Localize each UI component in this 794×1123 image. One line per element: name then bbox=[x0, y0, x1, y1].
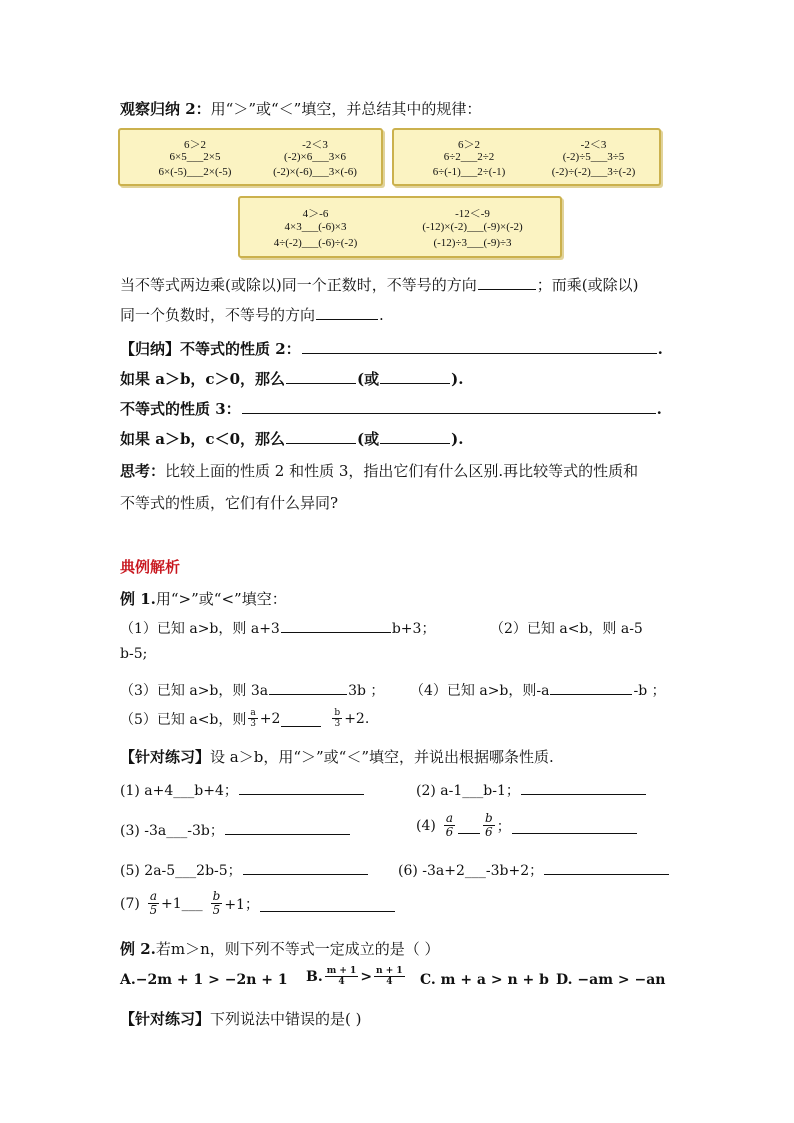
observe-heading: 观察归纳 2： bbox=[120, 100, 211, 118]
property-3-line bbox=[120, 398, 662, 419]
practice-item-5-text: (5) 2a-5___2b-5； bbox=[120, 863, 242, 879]
practice-item-6-blank[interactable] bbox=[544, 873, 669, 875]
example-1-item-4 bbox=[410, 680, 666, 700]
example-box-negative bbox=[238, 196, 562, 258]
ex1-item3-blank[interactable] bbox=[269, 693, 347, 695]
practice-item-3-blank[interactable] bbox=[225, 833, 350, 835]
if2-text-a: 如果 a＞b，c＜0，那么 bbox=[120, 430, 286, 448]
example-1-item-2: （2）已知 a<b，则 a-5 bbox=[490, 621, 643, 637]
frac-den: 4 bbox=[386, 977, 393, 987]
property-3-label: 不等式的性质 3： bbox=[120, 400, 241, 418]
frac-num: n + 1 bbox=[376, 966, 403, 976]
if1-blank-2[interactable] bbox=[380, 382, 450, 384]
option-a[interactable]: A.−2m + 1 > −2n + 1 bbox=[120, 972, 288, 988]
box1-right-1: -2＜3 bbox=[302, 139, 328, 151]
box3-right-3: (-12)÷3___(-9)÷3 bbox=[433, 237, 512, 249]
box3-right-2: (-12)×(-2)___(-9)×(-2) bbox=[422, 221, 523, 233]
practice-2-heading bbox=[120, 1008, 362, 1029]
box2-right-3: (-2)÷(-2)___3÷(-2) bbox=[551, 166, 636, 178]
example-1-item-3 bbox=[120, 680, 384, 700]
fraction-b-over-6 bbox=[483, 812, 495, 839]
box2-left-3: 6÷(-1)___2÷(-1) bbox=[432, 166, 506, 178]
practice-item-4-blank[interactable] bbox=[512, 832, 637, 834]
property-2-label: 【归纳】不等式的性质 2： bbox=[120, 340, 301, 358]
practice-item-7-text-c: +1； bbox=[224, 896, 259, 913]
if1-text-b: (或 bbox=[357, 370, 380, 388]
example-box-divide bbox=[392, 128, 661, 186]
practice-item-6 bbox=[398, 860, 670, 880]
fraction-a-over-5 bbox=[148, 890, 159, 917]
if1-blank-1[interactable] bbox=[286, 382, 356, 384]
practice-item-1-blank[interactable] bbox=[239, 793, 364, 795]
practice-1-label: 【针对练习】 bbox=[120, 748, 211, 766]
practice-item-5 bbox=[120, 860, 369, 880]
if1-text-c: ). bbox=[451, 370, 464, 388]
practice-item-7-blank[interactable] bbox=[260, 910, 395, 912]
box1-left-1: 6＞2 bbox=[184, 139, 206, 151]
box3-left-3: 4÷(-2)___(-6)÷(-2) bbox=[273, 237, 358, 249]
ex1-item1-text-b: b+3； bbox=[391, 621, 436, 637]
example-1-heading bbox=[120, 588, 287, 609]
direction-line-1 bbox=[120, 274, 638, 295]
example-2-text: 若m＞n，则下列不等式一定成立的是（ ） bbox=[155, 940, 440, 958]
practice-item-4-compare-blank[interactable] bbox=[458, 832, 480, 834]
frac-num: b bbox=[485, 811, 493, 825]
property-2-line bbox=[120, 338, 663, 359]
frac-den: 5 bbox=[149, 903, 158, 917]
box2-right-2: (-2)÷5___3÷5 bbox=[562, 151, 625, 163]
practice-item-4-text-b: ； bbox=[496, 818, 511, 835]
frac-den: 4 bbox=[338, 977, 345, 987]
practice-item-2-text: (2) a-1___b-1； bbox=[416, 783, 520, 799]
ex1-item5-text-a: （5）已知 a<b，则 bbox=[120, 711, 247, 728]
box1-left-2: 6×5___2×5 bbox=[169, 151, 221, 163]
box3-left-2: 4×3___(-6)×3 bbox=[284, 221, 347, 233]
think-text-1: 比较上面的性质 2 和性质 3，指出它们有什么区别.再比较等式的性质和 bbox=[165, 462, 639, 480]
frac-den: 3 bbox=[334, 719, 341, 729]
think-line-2: 不等式的性质，它们有什么异同? bbox=[120, 494, 339, 512]
observe-line bbox=[120, 98, 481, 119]
think-line-1 bbox=[120, 460, 638, 481]
practice-item-7 bbox=[120, 890, 396, 917]
practice-2-label: 【针对练习】 bbox=[120, 1010, 211, 1028]
property-2-end: . bbox=[657, 340, 663, 358]
practice-item-6-text: (6) -3a+2___-3b+2； bbox=[398, 863, 544, 879]
ex1-item3-text-a: （3）已知 a>b，则 3a bbox=[120, 683, 269, 699]
ex1-item3-text-b: 3b ； bbox=[348, 683, 385, 699]
option-b[interactable] bbox=[306, 966, 407, 987]
option-c[interactable]: C. m + a > n + b bbox=[420, 972, 549, 988]
direction-blank-2[interactable] bbox=[316, 318, 378, 320]
practice-item-2 bbox=[416, 780, 647, 800]
box2-left-2: 6÷2___2÷2 bbox=[443, 151, 495, 163]
frac-num: b bbox=[212, 889, 221, 903]
practice-item-4-text-a: (4) bbox=[416, 817, 436, 834]
property-2-blank[interactable] bbox=[302, 352, 657, 354]
if2-blank-2[interactable] bbox=[380, 442, 450, 444]
ex1-item5-text-b: +2 bbox=[259, 710, 281, 727]
frac-num: a bbox=[250, 708, 256, 718]
box3-left-1: 4＞-6 bbox=[302, 208, 329, 220]
frac-den: 5 bbox=[212, 903, 221, 917]
example-1-label: 例 1. bbox=[120, 590, 156, 608]
direction-line-2 bbox=[120, 304, 384, 325]
ex1-item4-blank[interactable] bbox=[550, 693, 632, 695]
example-2-options bbox=[120, 966, 680, 996]
frac-den: 6 bbox=[445, 825, 454, 839]
if-line-1 bbox=[120, 368, 463, 389]
ex1-item4-text-b: -b ； bbox=[633, 683, 666, 699]
direction-text-c: 同一个负数时，不等号的方向 bbox=[120, 306, 316, 324]
box3-right-1: -12＜-9 bbox=[455, 208, 490, 220]
ex1-item5-text-c: +2. bbox=[344, 710, 370, 727]
fraction-m-plus-1-over-4 bbox=[325, 966, 359, 987]
direction-text-b: ；而乘(或除以) bbox=[536, 276, 639, 294]
if2-text-c: ). bbox=[451, 430, 464, 448]
if2-text-b: (或 bbox=[357, 430, 380, 448]
frac-num: a bbox=[445, 811, 453, 825]
practice-item-3-text: (3) -3a___-3b； bbox=[120, 823, 224, 839]
fraction-b-over-5 bbox=[211, 890, 223, 917]
box2-left-1: 6＞2 bbox=[458, 139, 480, 151]
if1-text-a: 如果 a＞b，c＞0，那么 bbox=[120, 370, 286, 388]
direction-text-a: 当不等式两边乘(或除以)同一个正数时，不等号的方向 bbox=[120, 276, 477, 294]
practice-item-3 bbox=[120, 820, 351, 840]
example-1-item-2-cont: b-5; bbox=[120, 646, 148, 662]
practice-item-7-text-a: (7) bbox=[120, 895, 140, 912]
example-1-text: 用“>”或“<”填空： bbox=[155, 590, 287, 608]
direction-text-d: . bbox=[379, 306, 384, 324]
frac-num: m + 1 bbox=[326, 966, 357, 976]
think-label: 思考： bbox=[120, 462, 166, 480]
ex1-item1-blank[interactable] bbox=[281, 631, 391, 633]
practice-item-7-text-b: +1___ bbox=[161, 895, 203, 912]
section-title: 典例解析 bbox=[120, 558, 181, 576]
ex1-item4-text-a: （4）已知 a>b，则-a bbox=[410, 683, 550, 699]
practice-1-text: 设 a＞b，用“＞”或“＜”填空，并说出根据哪条性质. bbox=[210, 748, 554, 766]
observe-text: 用“＞”或“＜”填空，并总结其中的规律： bbox=[210, 100, 482, 118]
if2-blank-1[interactable] bbox=[286, 442, 356, 444]
box1-right-3: (-2)×(-6)___3×(-6) bbox=[273, 166, 357, 178]
if-line-2 bbox=[120, 428, 463, 449]
practice-item-2-blank[interactable] bbox=[521, 793, 646, 795]
practice-item-1-text: (1) a+4___b+4； bbox=[120, 783, 238, 799]
property-3-blank[interactable] bbox=[242, 412, 656, 414]
fraction-n-plus-1-over-4 bbox=[374, 966, 405, 987]
fraction-b-over-3 bbox=[332, 708, 342, 729]
practice-1-heading bbox=[120, 746, 554, 767]
box2-right-1: -2＜3 bbox=[580, 139, 607, 151]
box1-right-2: (-2)×6___3×6 bbox=[284, 151, 346, 163]
practice-item-4 bbox=[416, 812, 638, 839]
practice-item-5-blank[interactable] bbox=[243, 873, 368, 875]
example-1-item-5 bbox=[120, 708, 369, 729]
ex1-item5-blank[interactable] bbox=[281, 725, 321, 727]
fraction-a-over-3 bbox=[248, 708, 257, 729]
option-b-gt: > bbox=[360, 968, 373, 985]
option-d[interactable]: D. −am > −an bbox=[556, 972, 666, 988]
example-2-label: 例 2. bbox=[120, 940, 156, 958]
example-1-item-1 bbox=[120, 618, 435, 638]
example-2-heading bbox=[120, 938, 440, 959]
practice-item-1 bbox=[120, 780, 365, 800]
practice-2-text: 下列说法中错误的是( ) bbox=[210, 1010, 362, 1028]
box1-left-3: 6×(-5)___2×(-5) bbox=[158, 166, 232, 178]
frac-num: b bbox=[334, 708, 341, 718]
example-box-multiply bbox=[118, 128, 383, 186]
fraction-a-over-6 bbox=[444, 812, 455, 839]
option-b-label: B. bbox=[306, 968, 323, 985]
frac-den: 6 bbox=[485, 825, 493, 839]
frac-num: a bbox=[149, 889, 157, 903]
frac-den: 3 bbox=[250, 719, 256, 729]
property-3-end: . bbox=[656, 400, 662, 418]
direction-blank-1[interactable] bbox=[478, 288, 536, 290]
ex1-item1-text-a: （1）已知 a>b，则 a+3 bbox=[120, 621, 280, 637]
